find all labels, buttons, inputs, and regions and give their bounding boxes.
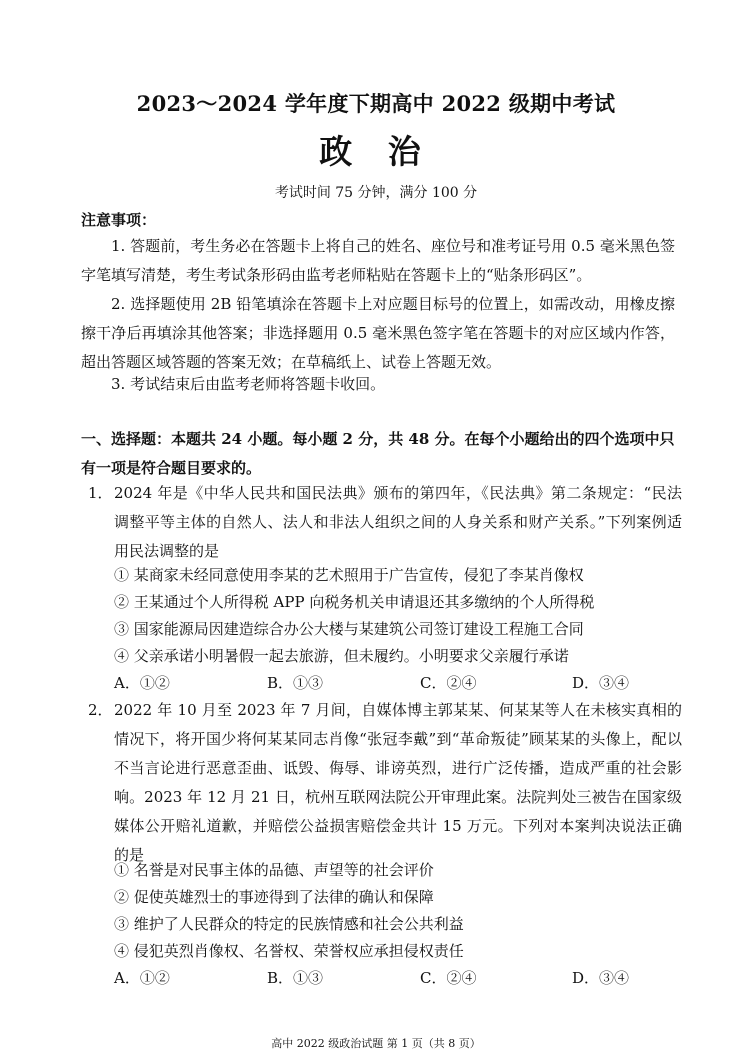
page-footer: 高中 2022 级政治试题 第 1 页（共 8 页） bbox=[271, 1037, 481, 1050]
question-2-choice-a: A．①② bbox=[114, 969, 170, 987]
question-1-choice-b: B．①③ bbox=[267, 674, 324, 692]
question-1-choice-d: D．③④ bbox=[572, 674, 630, 692]
exam-time-info: 考试时间 75 分钟，满分 100 分 bbox=[274, 185, 478, 201]
question-2-choice-b: B．①③ bbox=[267, 969, 324, 987]
notice-item-2: 2. 选择题使用 2B 铅笔填涂在答题卡上对应题目标号的位置上，如需改动，用橡皮擦擦干净后再填涂其他答案；非选择题用 0.5 毫米黑色签字笔在答题卡的对应区域内作答，超出答题区域答题的答案无效；在草稿纸上、试卷上答题无效。 bbox=[81, 295, 675, 371]
question-2-statement-1: ① 名誉是对民事主体的品德、声望等的社会评价 bbox=[114, 861, 434, 879]
question-1-statement-2: ② 王某通过个人所得税 APP 向税务机关申请退还其多缴纳的个人所得税 bbox=[114, 593, 595, 611]
question-2-statement-4: ④ 侵犯英烈肖像权、名誉权、荣誉权应承担侵权责任 bbox=[114, 942, 464, 960]
notice-item-3: 3. 考试结束后由监考老师将答题卡收回。 bbox=[111, 375, 386, 393]
question-2-statement-2: ② 促使英雄烈士的事迹得到了法律的确认和保障 bbox=[114, 888, 434, 906]
question-1-statement-3: ③ 国家能源局因建造综合办公大楼与某建筑公司签订建设工程施工合同 bbox=[114, 620, 584, 638]
question-2-choices bbox=[114, 964, 630, 993]
question-1-statement-4: ④ 父亲承诺小明暑假一起去旅游，但未履约。小明要求父亲履行承诺 bbox=[114, 647, 569, 665]
notice-item-1: 1. 答题前，考生务必在答题卡上将自己的姓名、座位号和准考证号用 0.5 毫米黑色签字笔填写清楚，考生考试条形码由监考老师粘贴在答题卡上的“贴条形码区”。 bbox=[81, 237, 675, 284]
section-one-heading bbox=[81, 425, 681, 483]
question-1-choice-c: C．②④ bbox=[420, 674, 477, 692]
question-2-statement-3: ③ 维护了人民群众的特定的民族情感和社会公共利益 bbox=[114, 915, 464, 933]
question-1-stem: 2024 年是《中华人民共和国民法典》颁布的第四年，《民法典》第二条规定：“民法调整平等主体的自然人、法人和非法人组织之间的人身关系和财产关系。”下列案例适用民法调整的是 bbox=[114, 484, 682, 560]
question-2-number: 2． bbox=[88, 701, 113, 719]
question-2-choice-c: C．②④ bbox=[420, 969, 477, 987]
exam-title: 2023～2024 学年度下期高中 2022 级期中考试 bbox=[136, 91, 616, 116]
question-2-stem: 2022 年 10 月至 2023 年 7 月间，自媒体博主郭某某、何某某等人在未核实真相的情况下，将开国少将何某某同志肖像“张冠李戴”到“革命叛徒”顾某某的头像上，配以不当言论进行恶意歪曲、诋毁、侮辱、诽谤英烈，进行广泛传播，造成严重的社会影响。2023 年 12 月 21 日，杭州互联网法院公开审理此案。法院判处三被告在国家级媒体公开赔礼道歉，并赔偿公益损害赔偿金共计 15 万元。下列对本案判决说法正确的是 bbox=[114, 701, 682, 864]
question-1-statement-1: ① 某商家未经同意使用李某的艺术照用于广告宣传，侵犯了李某肖像权 bbox=[114, 566, 584, 584]
question-1-number: 1． bbox=[88, 484, 113, 502]
section-one-heading-text: 一、选择题：本题共 24 小题。每小题 2 分，共 48 分。在每个小题给出的四个选项中只有一项是符合题目要求的。 bbox=[81, 430, 675, 477]
question-1-choices bbox=[114, 669, 630, 698]
question-1-choice-a: A．①② bbox=[114, 674, 170, 692]
subject-title: 政 治 bbox=[319, 132, 433, 171]
notice-heading: 注意事项： bbox=[81, 211, 157, 229]
question-2-choice-d: D．③④ bbox=[572, 969, 630, 987]
